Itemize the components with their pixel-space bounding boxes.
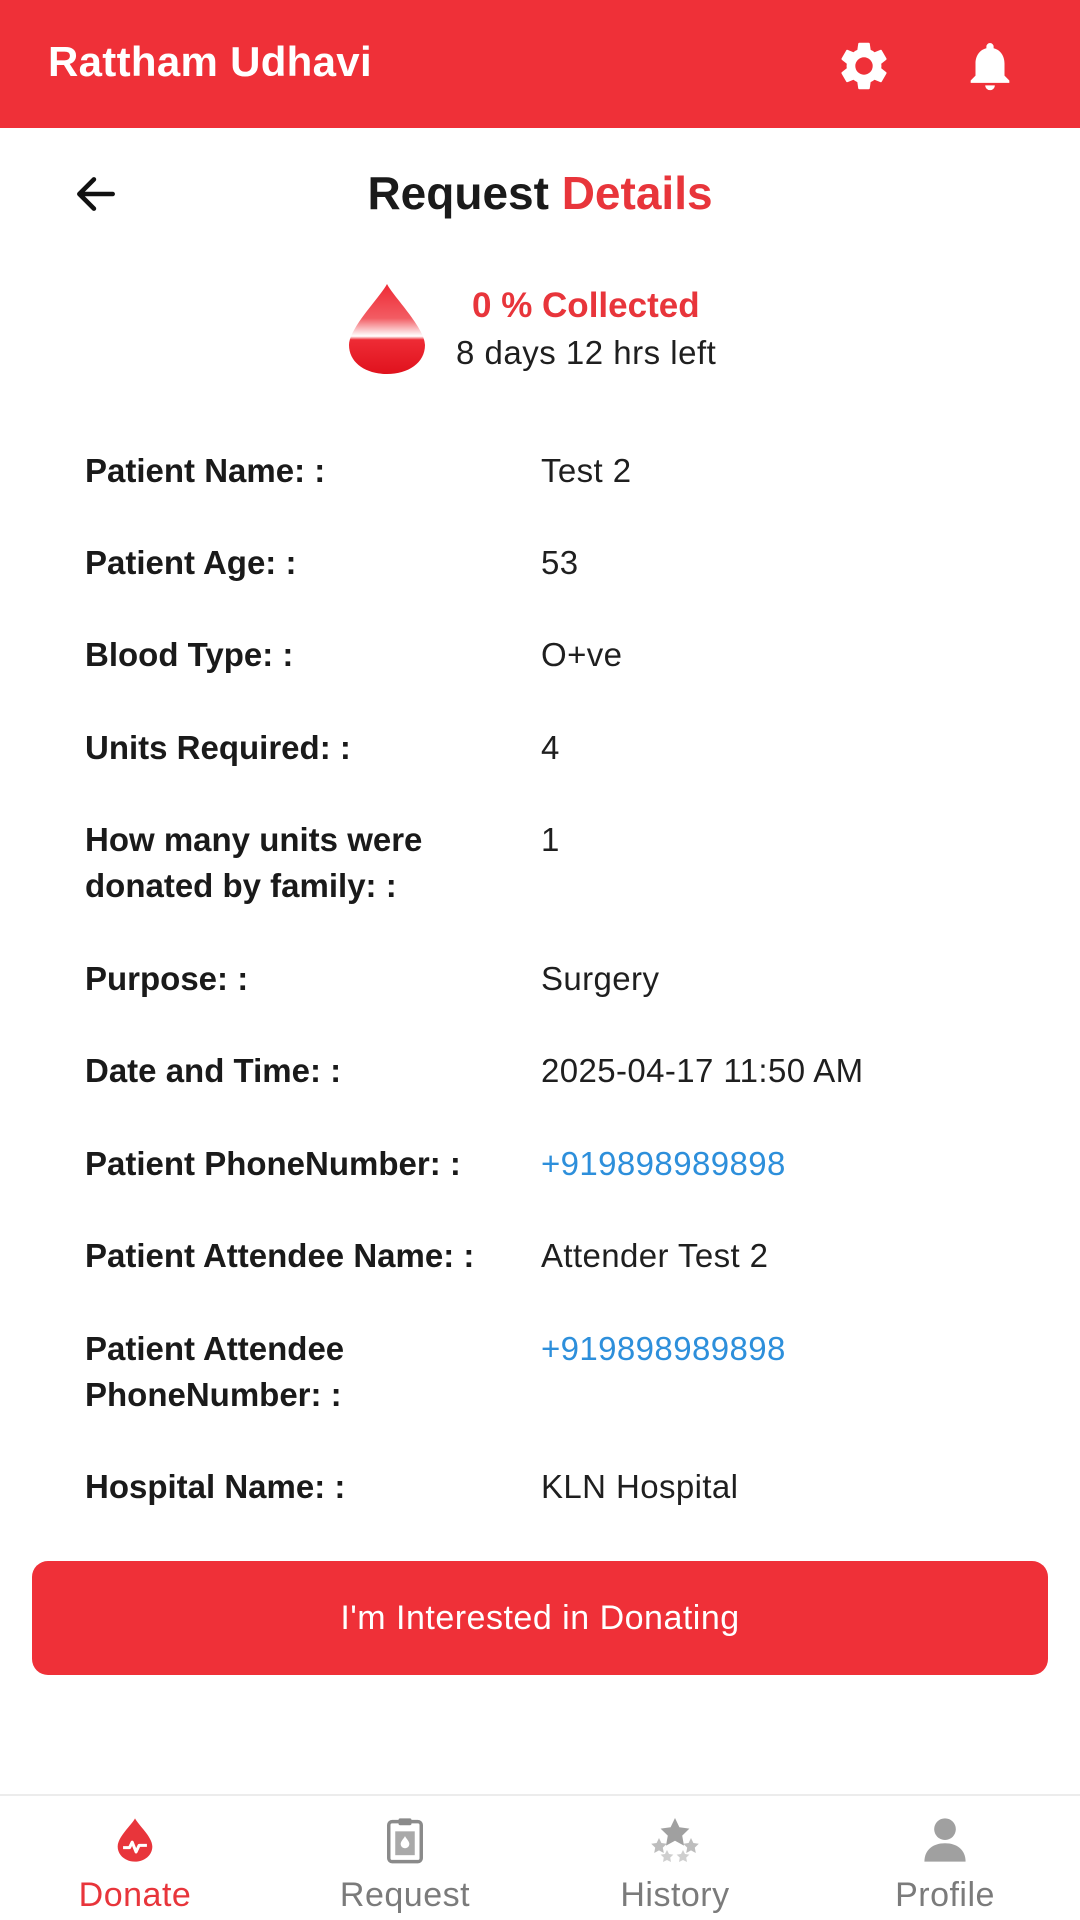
collected-percentage: 0 % Collected [472,286,700,325]
app-bar [0,0,1080,128]
nav-label-donate: Donate [78,1876,192,1914]
detail-label: Patient Age: : [85,544,297,581]
detail-label: Patient PhoneNumber: : [85,1145,461,1182]
person-icon [919,1814,971,1866]
detail-label: How many units were donated by family: : [85,821,423,904]
blood-drop-icon [109,1814,161,1866]
nav-item-history[interactable] [540,1796,810,1920]
nav-item-donate[interactable] [0,1796,270,1920]
page-title [0,166,1080,220]
patient-phone-link[interactable]: +919898989898 [541,1145,786,1182]
bottom-navigation [0,1794,1080,1920]
notifications-button[interactable] [960,36,1020,96]
bell-icon [961,37,1019,95]
detail-value: 53 [541,544,579,581]
detail-value: KLN Hospital [541,1468,739,1505]
detail-value: 4 [541,729,560,766]
gear-icon [835,37,893,95]
detail-label: Patient Attendee Name: : [85,1237,475,1274]
detail-label: Patient Attendee PhoneNumber: : [85,1330,345,1413]
detail-value: Attender Test 2 [541,1237,769,1274]
detail-value: O+ve [541,636,623,673]
interested-in-donating-button[interactable]: I'm Interested in Donating [32,1561,1048,1675]
nav-item-request[interactable] [270,1796,540,1920]
nav-icon-request [375,1812,435,1868]
nav-label-profile: Profile [895,1876,995,1914]
page-title-main: Request [367,167,549,219]
app-title: Rattham Udhavi [48,38,372,85]
nav-label-history: History [620,1876,730,1914]
stars-icon [647,1814,703,1866]
detail-label: Purpose: : [85,960,249,997]
nav-label-request: Request [339,1876,471,1914]
nav-icon-donate [105,1812,165,1868]
settings-button[interactable] [834,36,894,96]
page-title-accent: Details [561,167,713,219]
attendee-phone-link[interactable]: +919898989898 [541,1330,786,1367]
detail-value: 1 [541,821,560,858]
detail-label: Hospital Name: : [85,1468,346,1505]
clipboard-icon [379,1814,431,1866]
nav-icon-history [645,1812,705,1868]
detail-value: Surgery [541,960,660,997]
detail-value: 2025-04-17 11:50 AM [541,1052,864,1089]
detail-label: Patient Name: : [85,452,326,489]
detail-value: Test 2 [541,452,632,489]
detail-label: Blood Type: : [85,636,294,673]
time-remaining: 8 days 12 hrs left [456,334,717,371]
detail-label: Date and Time: : [85,1052,342,1089]
nav-icon-profile [915,1812,975,1868]
detail-label: Units Required: : [85,729,351,766]
nav-item-profile[interactable] [810,1796,1080,1920]
blood-drop-icon [345,282,429,376]
